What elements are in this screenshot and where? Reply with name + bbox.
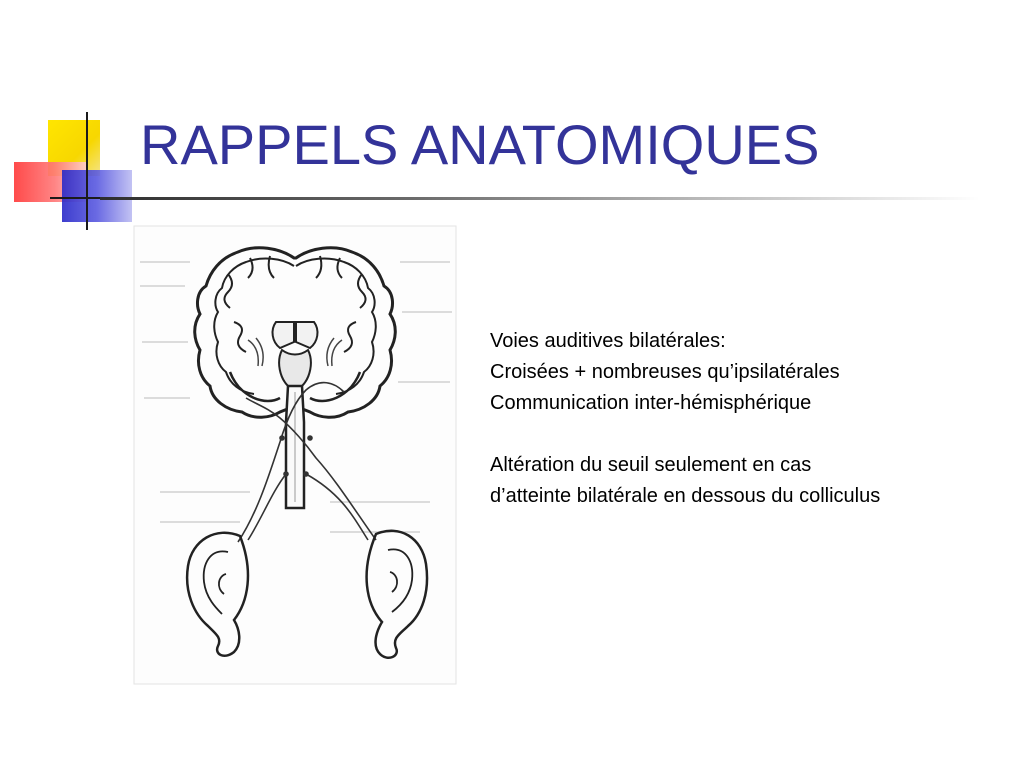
paragraph-gap xyxy=(490,419,1010,450)
title-underline xyxy=(100,197,980,200)
decor-vertical-line xyxy=(86,112,88,230)
decor-blue-square xyxy=(62,170,132,222)
anatomy-illustration xyxy=(130,222,460,688)
text-line: Voies auditives bilatérales: xyxy=(490,330,726,352)
text-line: Altération du seuil seulement en cas xyxy=(490,454,812,476)
slide-title: RAPPELS ANATOMIQUES xyxy=(140,113,820,176)
text-line: Croisées + nombreuses qu’ipsilatérales xyxy=(490,361,840,383)
text-line: d’atteinte bilatérale en dessous du colliculus xyxy=(490,485,881,507)
content-text xyxy=(490,326,1010,512)
text-line: Communication inter-hémisphérique xyxy=(490,392,812,414)
